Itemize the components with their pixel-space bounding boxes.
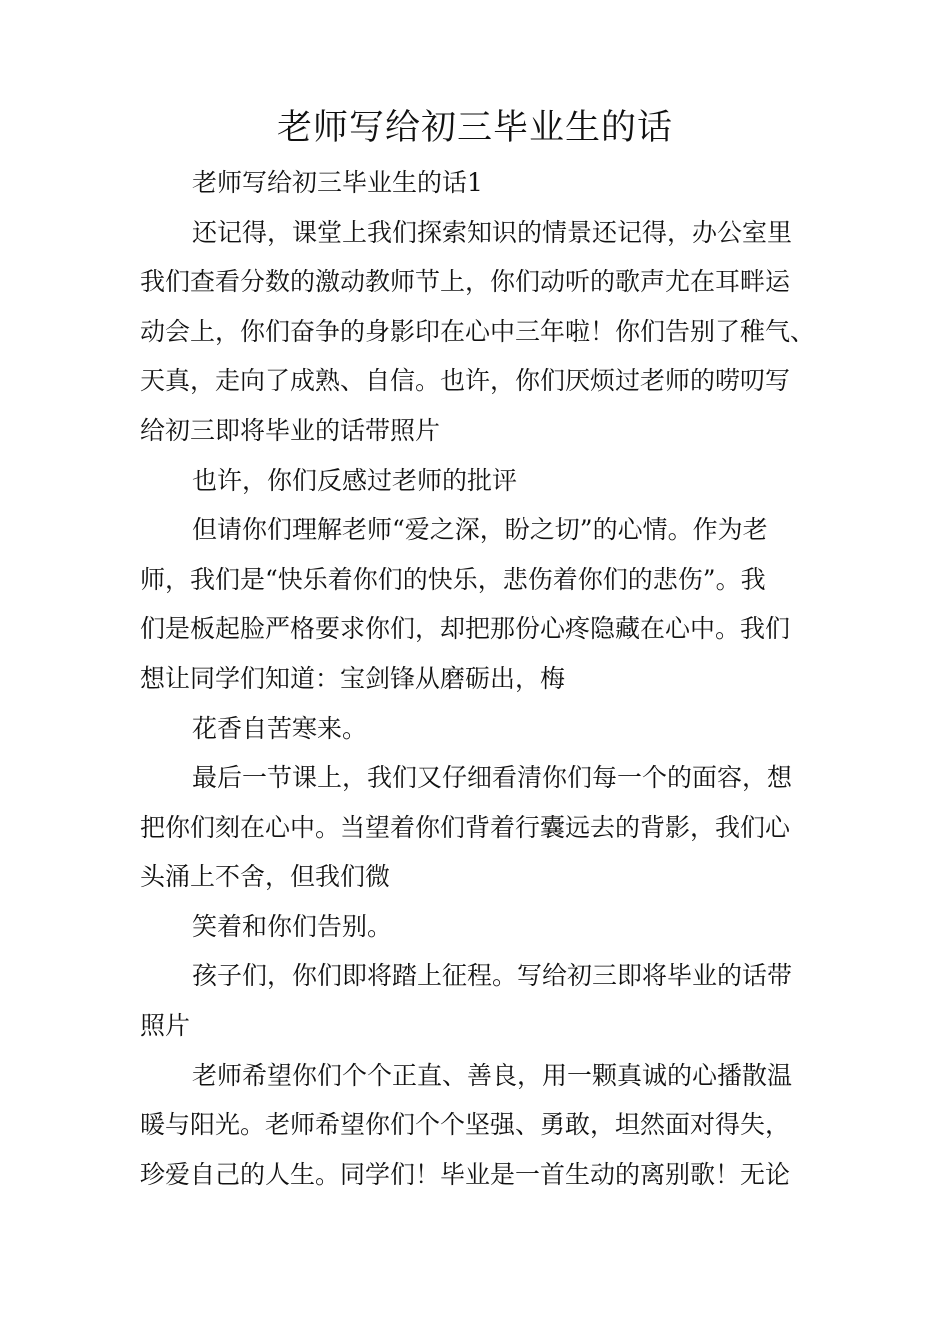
document-title: 老师写给初三毕业生的话 (276, 108, 673, 148)
text-line: 老师希望你们个个正直、善良，用一颗真诚的心播散温 (192, 1061, 793, 1090)
text-line: 给初三即将毕业的话带照片 (140, 416, 441, 445)
text-line: 把你们刻在心中。当望着你们背着行囊远去的背影，我们心 (140, 813, 791, 842)
text-line: 笑着和你们告别。 (192, 912, 393, 941)
text-line: 孩子们，你们即将踏上征程。写给初三即将毕业的话带 (192, 961, 793, 990)
text-line: 照片 (140, 1011, 191, 1040)
text-line: 头涌上不舍，但我们微 (140, 862, 391, 891)
text-line: 我们查看分数的激动教师节上，你们动听的歌声尤在耳畔运 (140, 267, 791, 296)
text-line: 师，我们是“快乐着你们的快乐，悲伤着你们的悲伤”。我 (140, 565, 766, 594)
text-line: 想让同学们知道：宝剑锋从磨砺出，梅 (140, 664, 566, 693)
text-line: 们是板起脸严格要求你们，却把那份心疼隐藏在心中。我们 (140, 614, 791, 643)
text-line: 珍爱自己的人生。同学们！毕业是一首生动的离别歌！无论 (140, 1160, 791, 1189)
text-line: 还记得，课堂上我们探索知识的情景还记得，办公室里 (192, 218, 793, 247)
text-line: 暖与阳光。老师希望你们个个坚强、勇敢，坦然面对得失， (140, 1110, 791, 1139)
text-line: 最后一节课上，我们又仔细看清你们每一个的面容，想 (192, 763, 793, 792)
text-line: 花香自苦寒来。 (192, 714, 368, 743)
text-line: 老师写给初三毕业生的话1 (192, 168, 483, 197)
text-line: 天真，走向了成熟、自信。也许，你们厌烦过老师的唠叨写 (140, 366, 791, 395)
text-line: 动会上，你们奋争的身影印在心中三年啦！你们告别了稚气、 (140, 317, 816, 346)
text-line: 也许，你们反感过老师的批评 (192, 466, 518, 495)
text-line: 但请你们理解老师“爱之深，盼之切”的心情。作为老 (192, 515, 768, 544)
